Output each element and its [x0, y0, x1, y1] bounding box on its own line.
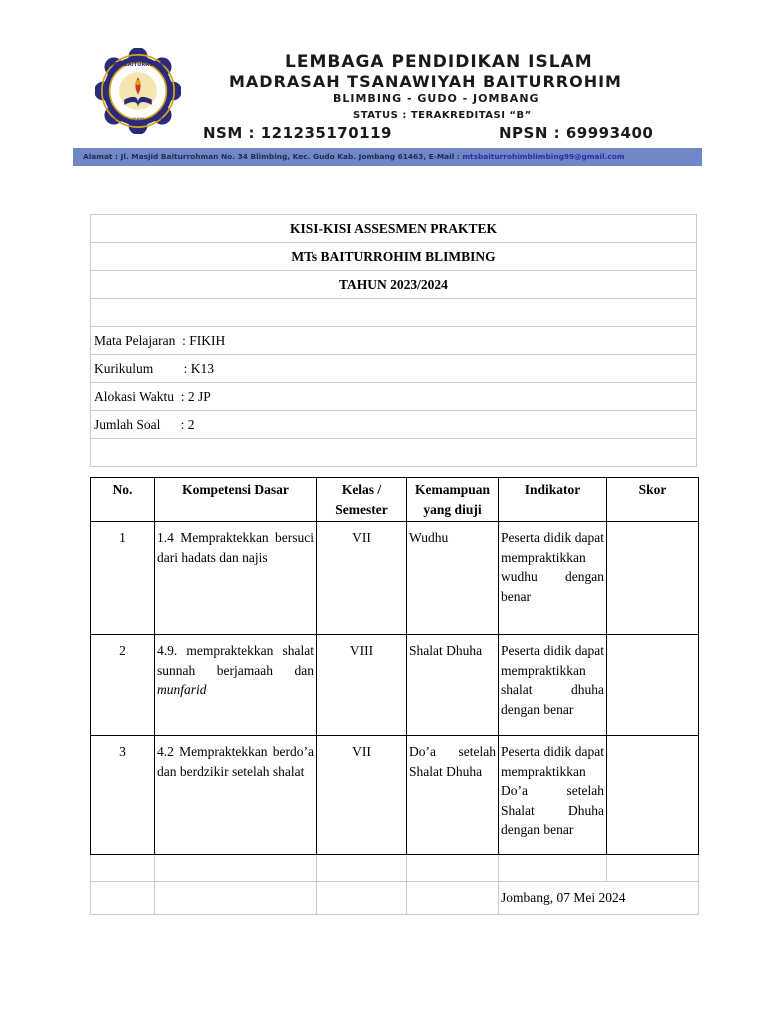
row-no: 2 [91, 635, 155, 736]
meta-alokasi: Alokasi Waktu : 2 JP [91, 383, 697, 411]
doc-year: TAHUN 2023/2024 [91, 271, 697, 299]
address-text: Alamat : Jl. Masjid Baiturrohman No. 34 Blimbing, Kec. Gudo Kab. Jombang 61463, E-Mail : [83, 152, 463, 161]
meta-kurikulum: Kurikulum : K13 [91, 355, 697, 383]
institution-line: LEMBAGA PENDIDIKAN ISLAM [285, 52, 593, 72]
logo-text-bottom: BLIMBING - GUDO - JOMBANG [109, 116, 167, 122]
doc-school: MTs BAITURROHIM BLIMBING [91, 243, 697, 271]
row-kelas: VII [317, 522, 407, 635]
col-header-indikator: Indikator [499, 478, 607, 522]
accreditation-status: STATUS : TERAKREDITASI “B” [353, 110, 532, 121]
row-kemampuan: Do’a setelah Shalat Dhuha [407, 736, 499, 855]
signature-row [91, 882, 699, 915]
table-row [91, 635, 699, 736]
row-indikator: Peserta didik dapat mempraktikkan shalat dhuha dengan benar [499, 635, 607, 736]
place-date: Jombang, 07 Mei 2024 [499, 882, 699, 915]
row-kemampuan: Wudhu [407, 522, 499, 635]
row-no: 1 [91, 522, 155, 635]
kisi-kisi-table [90, 477, 699, 915]
row-indikator: Peserta didik dapat mempraktikkan Do’a setelah Shalat Dhuha dengan benar [499, 736, 607, 855]
blank-row [91, 439, 697, 467]
col-header-kemampuan: Kemampuan yang diuji [407, 478, 499, 522]
doc-title: KISI-KISI ASSESMEN PRAKTEK [91, 215, 697, 243]
table-row [91, 736, 699, 855]
npsn-number: NPSN : 69993400 [499, 124, 654, 142]
header-table [90, 214, 697, 467]
row-kd: 4.2 Mempraktekkan berdo’a dan berdzikir setelah shalat [155, 736, 317, 855]
blank-row [91, 855, 699, 882]
col-header-kd: Kompetensi Dasar [155, 478, 317, 522]
row-kemampuan: Shalat Dhuha [407, 635, 499, 736]
table-header-row [91, 478, 699, 522]
col-header-no: No. [91, 478, 155, 522]
col-header-kelas: Kelas / Semester [317, 478, 407, 522]
address-bar [73, 148, 702, 166]
logo-text-top: MTs BAITURROHIM [110, 62, 166, 69]
row-skor [607, 736, 699, 855]
row-kd: 1.4 Mempraktekkan bersuci dari hadats dan najis [155, 522, 317, 635]
school-location: BLIMBING - GUDO - JOMBANG [333, 92, 540, 105]
row-no: 3 [91, 736, 155, 855]
blank-row [91, 299, 697, 327]
meta-jumlah: Jumlah Soal : 2 [91, 411, 697, 439]
email-link[interactable]: mtsbaiturrohimblimbing99@gmail.com [462, 152, 625, 161]
row-kd: 4.9. mempraktekkan shalat sunnah berjamaah dan munfarid [155, 635, 317, 736]
nsm-number: NSM : 121235170119 [203, 124, 392, 142]
table-row [91, 522, 699, 635]
row-kelas: VIII [317, 635, 407, 736]
col-header-skor: Skor [607, 478, 699, 522]
row-indikator: Peserta didik dapat mempraktikkan wudhu dengan benar [499, 522, 607, 635]
meta-mapel: Mata Pelajaran : FIKIH [91, 327, 697, 355]
school-logo [95, 48, 181, 134]
letterhead [73, 40, 702, 168]
row-kelas: VII [317, 736, 407, 855]
row-skor [607, 635, 699, 736]
school-name: MADRASAH TSANAWIYAH BAITURROHIM [229, 72, 622, 91]
row-skor [607, 522, 699, 635]
